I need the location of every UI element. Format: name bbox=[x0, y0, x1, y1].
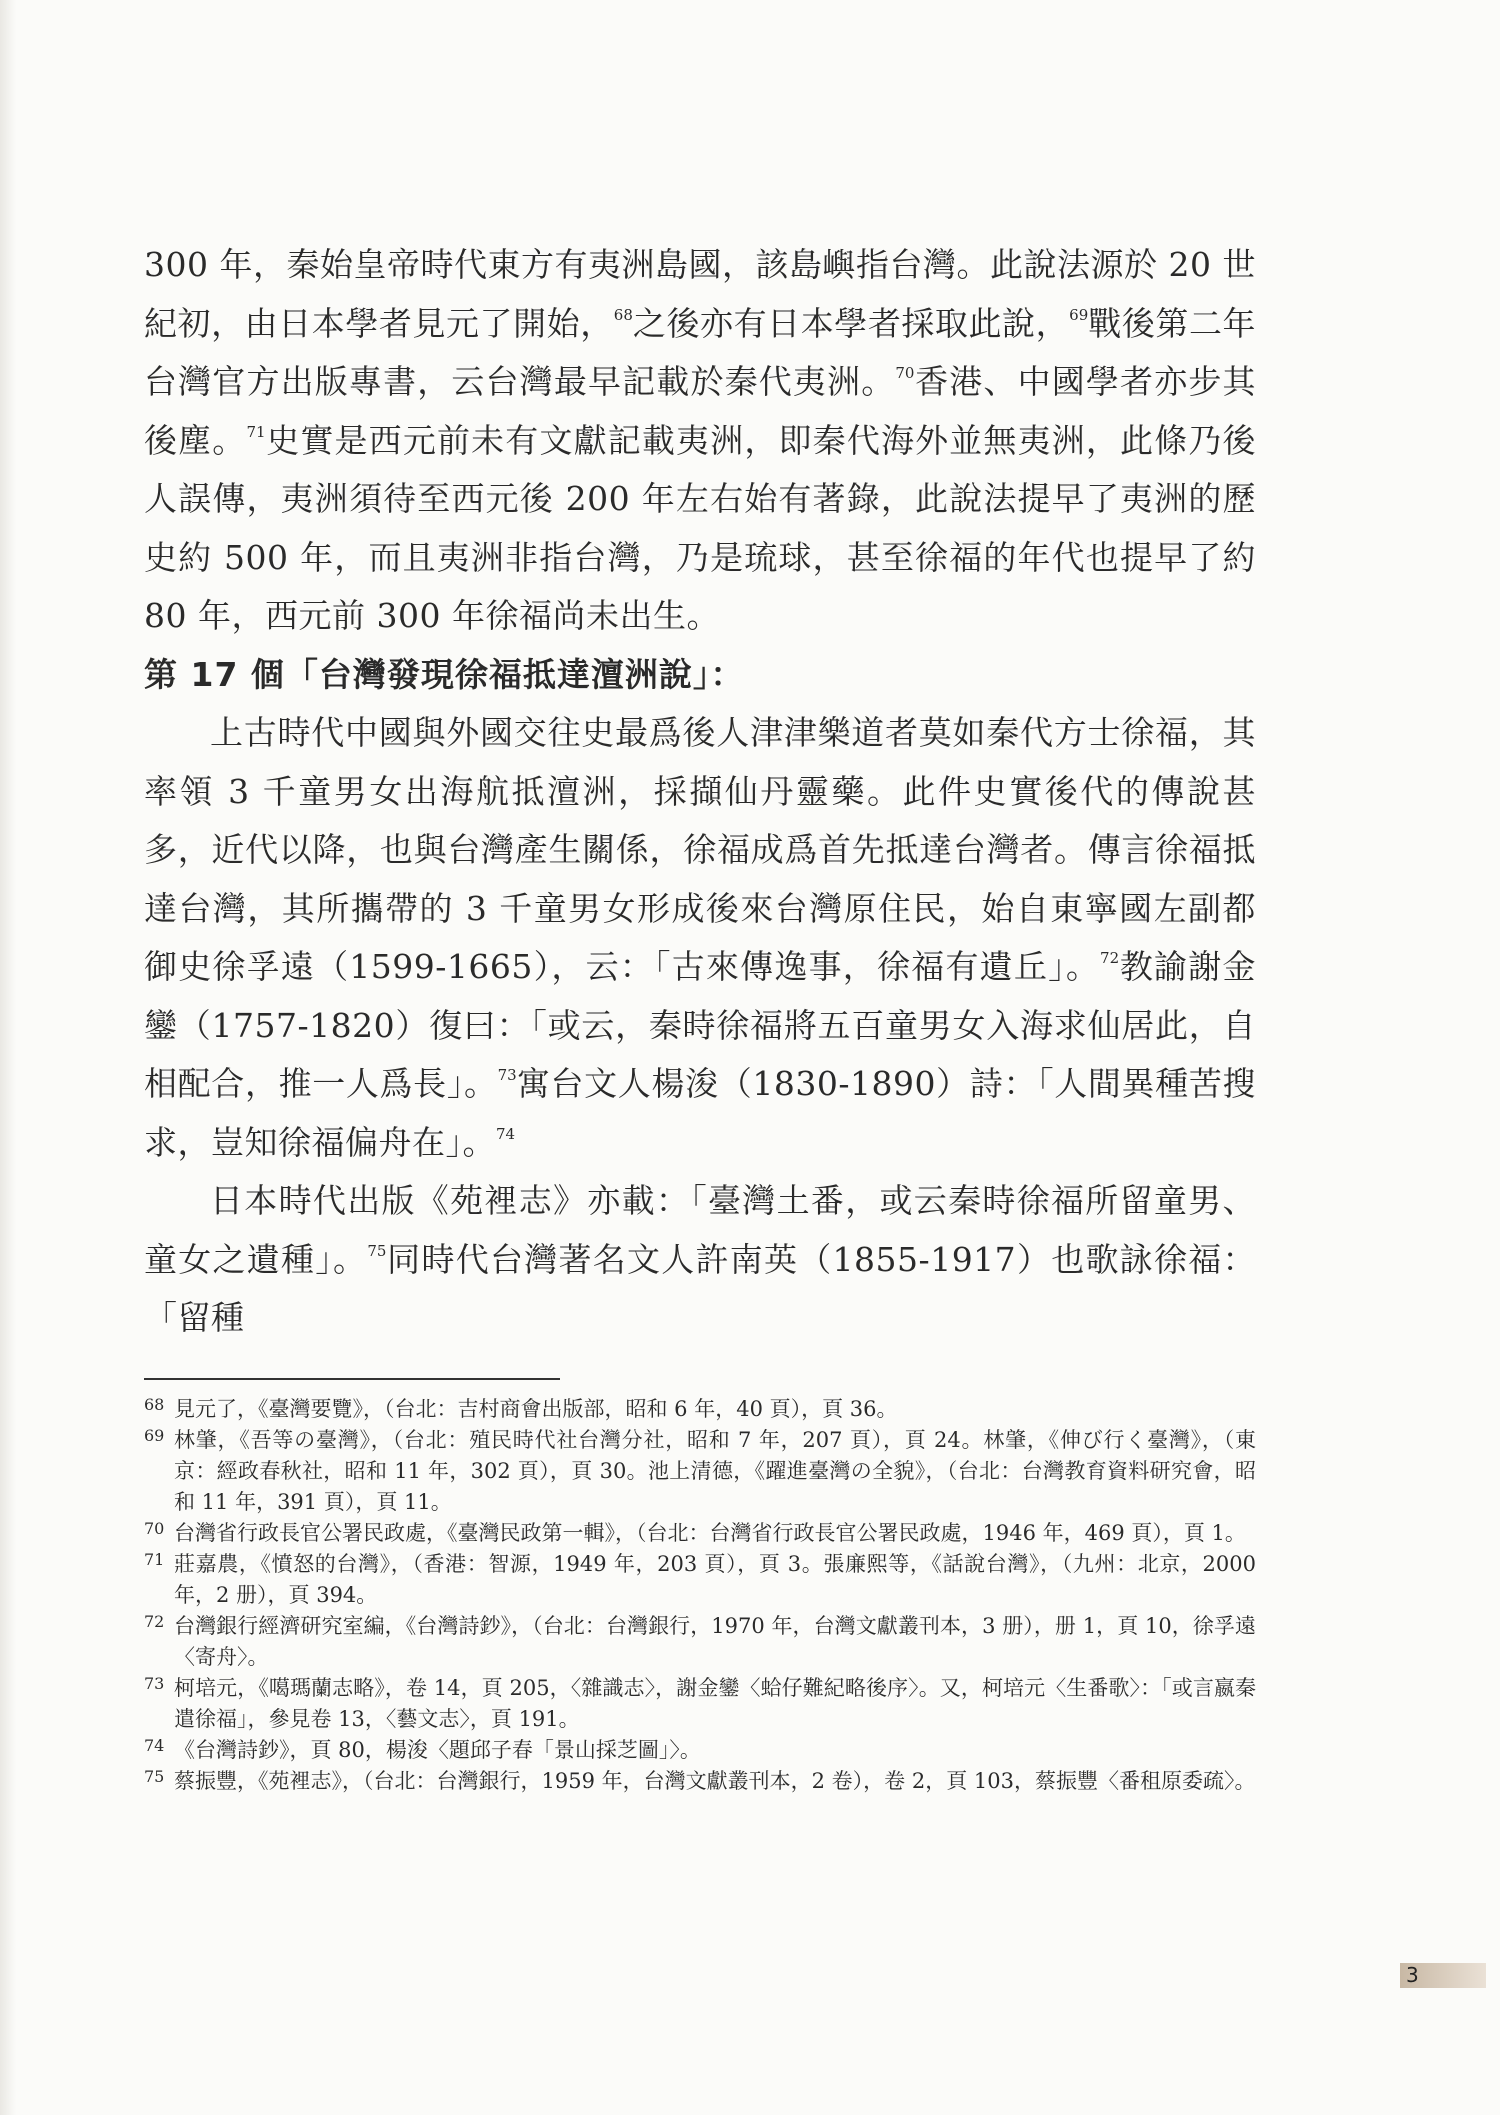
paragraph-3 bbox=[144, 1172, 1256, 1348]
text-run: 寓台文人楊浚（1830-1890）詩：「人間異種苦搜求，豈知徐福偏舟在」。 bbox=[144, 1064, 1256, 1162]
footnote-72 bbox=[144, 1611, 1256, 1673]
paragraph-2 bbox=[144, 704, 1256, 1172]
footnote-ref-68[interactable]: 68 bbox=[613, 305, 633, 324]
footnote-ref-71[interactable]: 71 bbox=[246, 422, 266, 441]
footnote-number: 71 bbox=[144, 1550, 165, 1569]
footnote-ref-74[interactable]: 74 bbox=[496, 1124, 516, 1143]
section-heading: 第 17 個「台灣發現徐福抵達澶洲說」： bbox=[144, 654, 745, 694]
footnote-text: 見元了，《臺灣要覽》，（台北：吉村商會出版部，昭和 6 年，40 頁），頁 36。 bbox=[174, 1397, 898, 1421]
footnote-ref-70[interactable]: 70 bbox=[895, 364, 915, 382]
footnote-number: 69 bbox=[144, 1426, 165, 1445]
footnote-ref-72[interactable]: 72 bbox=[1100, 949, 1120, 967]
footnote-ref-75[interactable]: 75 bbox=[367, 1241, 387, 1260]
scan-edge-shadow bbox=[0, 0, 16, 2115]
page-number: 3 bbox=[1400, 1963, 1486, 1988]
footnote-number: 73 bbox=[144, 1674, 165, 1693]
text-run: 300 年，秦始皇帝時代東方有夷洲島國，該島嶼指台灣。此說法源於 20 世紀初，由日本學者見元了開始， bbox=[144, 245, 1256, 343]
text-run: 教諭謝金鑾（1757-1820）復曰：「或云，秦時徐福將五百童男女入海求仙居此，自相配合，推一人爲長」。 bbox=[144, 947, 1256, 1103]
footnote-number: 72 bbox=[144, 1612, 165, 1631]
footnote-73 bbox=[144, 1673, 1256, 1735]
text-run: 香港、中國學者亦步其後塵。 bbox=[144, 362, 1257, 460]
footnote-text: 柯培元，《噶瑪蘭志略》，卷 14，頁 205，〈雜識志〉，謝金鑾〈蛤仔難紀略後序〉。又，柯培元〈生番歌〉：「或言嬴秦遣徐福」，參見卷 13，〈藝文志〉，頁 191。 bbox=[174, 1676, 1256, 1731]
footnote-69 bbox=[144, 1425, 1256, 1518]
footnote-68 bbox=[144, 1394, 1256, 1425]
footnote-divider bbox=[144, 1378, 560, 1380]
text-run: 日本時代出版《苑裡志》亦載：「臺灣土番，或云秦時徐福所留童男、童女之遺種」。 bbox=[144, 1181, 1256, 1279]
body-text bbox=[144, 236, 1256, 1348]
footnote-ref-69[interactable]: 69 bbox=[1069, 305, 1089, 324]
text-run: 上古時代中國與外國交往史最爲後人津津樂道者莫如秦代方士徐福，其率領 3 千童男女出海航抵澶洲，採擷仙丹靈藥。此件史實後代的傳說甚多，近代以降，也與台灣產生關係，徐福成爲首先抵達台灣者。傳言徐福抵達台灣，其所攜帶的 3 千童男女形成後來台灣原住民，始自東寧國左副都御史徐孚遠（1599-1665），云：「古來傳逸事，徐福有遺丘」。 bbox=[144, 713, 1256, 986]
text-run: 之後亦有日本學者採取此說， bbox=[632, 303, 1070, 343]
footnote-text: 台灣銀行經濟研究室編，《台灣詩鈔》，（台北：台灣銀行，1970 年，台灣文獻叢刊本，3 册），册 1，頁 10，徐孚遠〈寄舟〉。 bbox=[174, 1614, 1256, 1669]
paragraph-1 bbox=[144, 236, 1256, 646]
text-run: 史實是西元前未有文獻記載夷洲，即秦代海外並無夷洲，此條乃後人誤傳，夷洲須待至西元後 200 年左右始有著錄，此說法提早了夷洲的歷史約 500 年，而且夷洲非指台灣，乃是琉球，甚至徐福的年代也提早了約 80 年，西元前 300 年徐福尚未出生。 bbox=[144, 420, 1257, 635]
footnote-75 bbox=[144, 1766, 1256, 1797]
footnote-number: 74 bbox=[144, 1736, 165, 1755]
footnote-text: 莊嘉農，《憤怒的台灣》，（香港：智源，1949 年，203 頁），頁 3。張廉熙等，《話說台灣》，（九州：北京，2000 年，2 册），頁 394。 bbox=[174, 1552, 1256, 1607]
footnote-number: 70 bbox=[144, 1519, 165, 1538]
footnote-70 bbox=[144, 1518, 1256, 1549]
text-run: 同時代台灣著名文人許南英（1855-1917）也歌詠徐福：「留種 bbox=[144, 1239, 1256, 1337]
footnote-number: 68 bbox=[144, 1395, 165, 1414]
footnote-text: 林肇，《吾等の臺灣》，（台北：殖民時代社台灣分社，昭和 7 年，207 頁），頁 24。林肇，《伸び行く臺灣》，（東京：經政春秋社，昭和 11 年，302 頁），頁 30。池上清德，《躍進臺灣の全貌》，（台北：台灣教育資料研究會，昭和 11 年，391 頁），頁 11。 bbox=[174, 1428, 1256, 1514]
footnote-text: 蔡振豐，《苑裡志》，（台北：台灣銀行，1959 年，台灣文獻叢刊本，2 卷），卷 2，頁 103，蔡振豐〈番租原委疏〉。 bbox=[174, 1769, 1256, 1793]
footnote-71 bbox=[144, 1549, 1256, 1611]
footnote-number: 75 bbox=[144, 1767, 165, 1786]
footnote-text: 《台灣詩鈔》，頁 80，楊浚〈題邱子春「景山採芝圖」〉。 bbox=[174, 1738, 701, 1762]
footnote-ref-73[interactable]: 73 bbox=[497, 1066, 517, 1084]
footnotes bbox=[144, 1394, 1256, 1797]
footnote-text: 台灣省行政長官公署民政處，《臺灣民政第一輯》，（台北：台灣省行政長官公署民政處，1946 年，469 頁），頁 1。 bbox=[174, 1521, 1246, 1545]
footnote-74 bbox=[144, 1735, 1256, 1766]
text-run: 戰後第二年台灣官方出版專書，云台灣最早記載於秦代夷洲。 bbox=[144, 303, 1257, 401]
